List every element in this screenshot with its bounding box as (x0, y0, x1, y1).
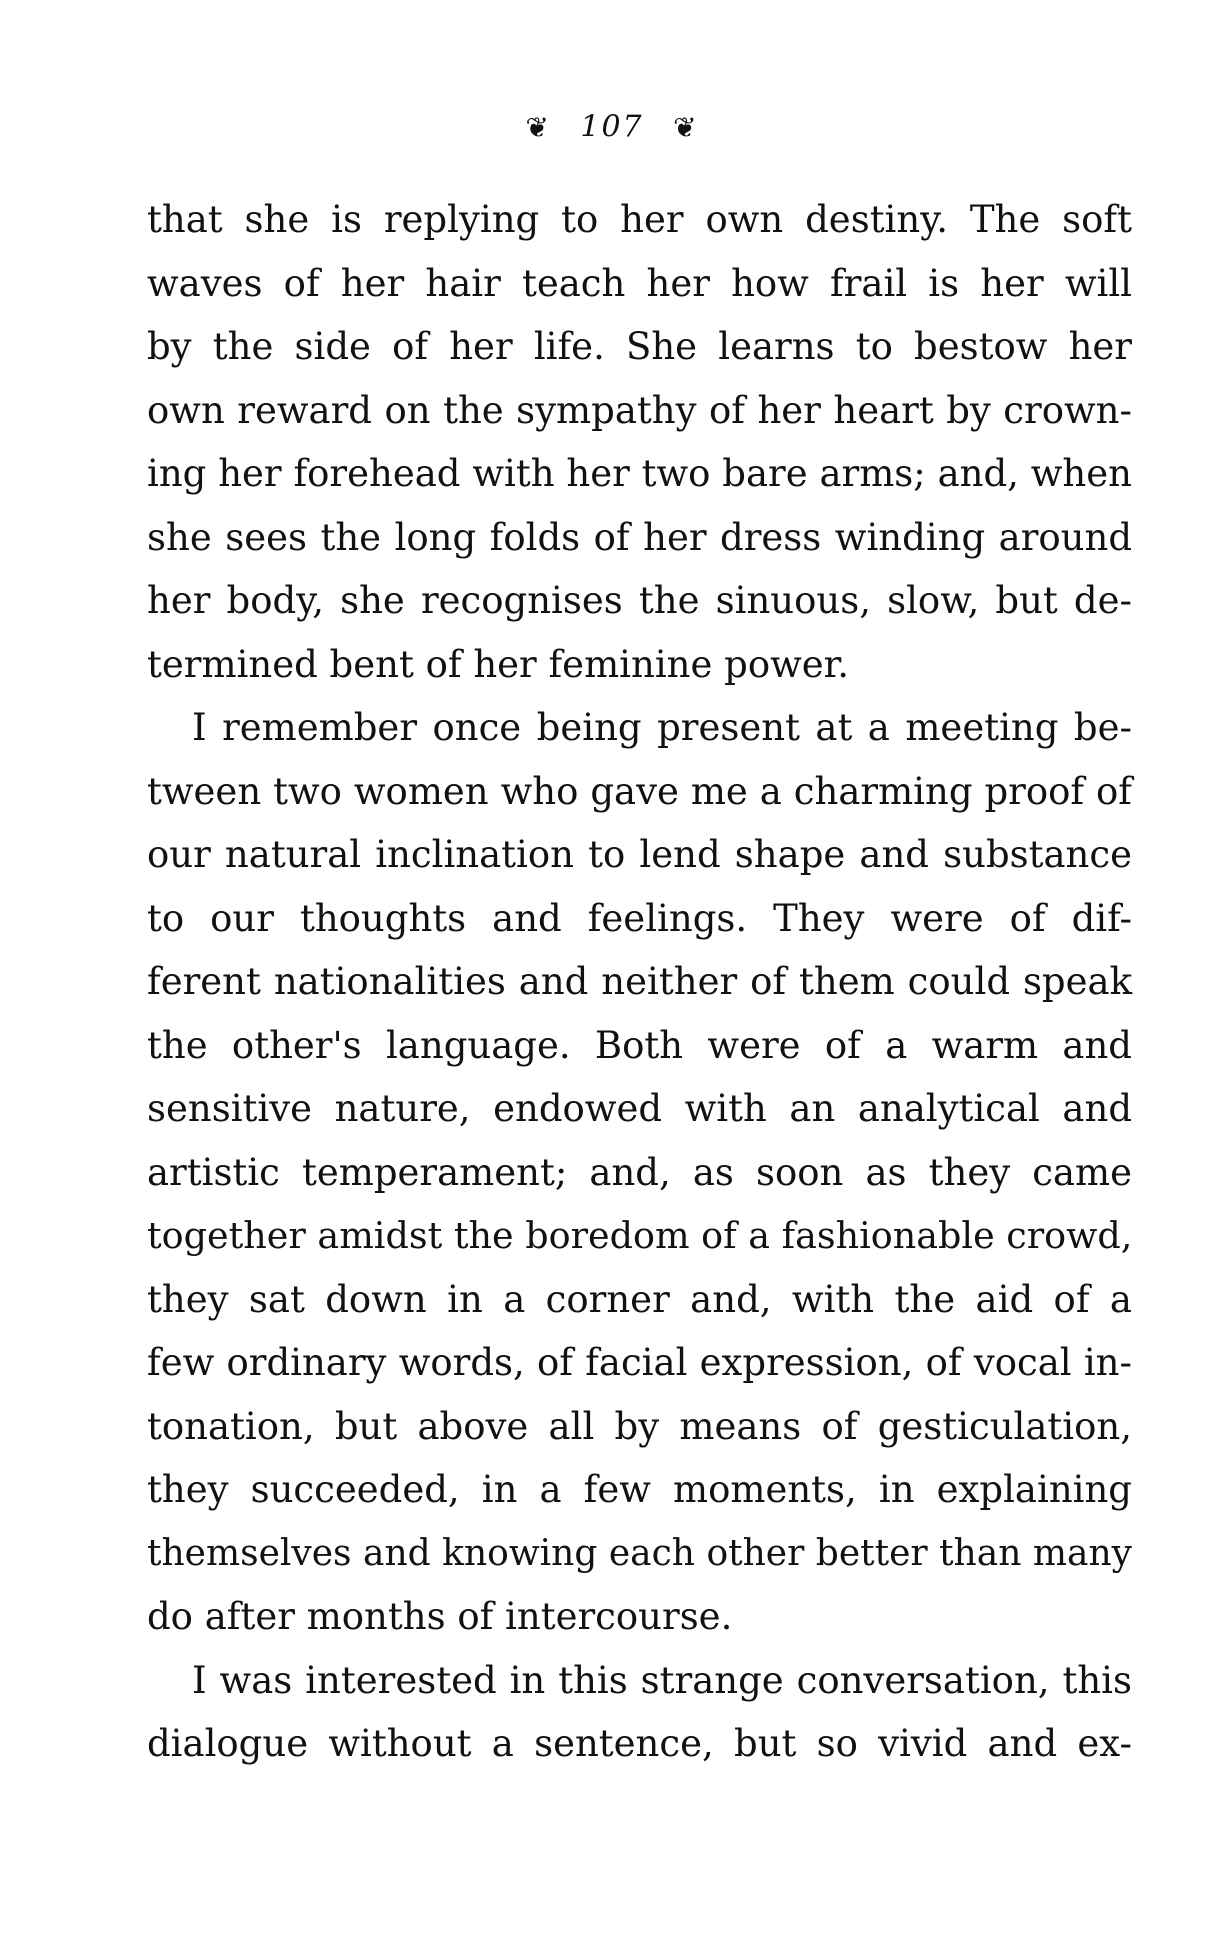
page-number: 107 (580, 109, 644, 145)
text-line: ing her forehead with her two bare arms; and, when (147, 452, 1132, 495)
text-line: to our thoughts and feelings. They were of dif- (147, 896, 1132, 940)
page-header (0, 108, 1224, 145)
text-line: the other's language. Both were of a warm and (147, 1023, 1132, 1067)
text-line: they succeeded, in a few moments, in explaining (147, 1468, 1132, 1511)
text-line: her body, she recognises the sinuous, slow, but de- (147, 579, 1132, 622)
text-line: by the side of her life. She learns to bestow her (147, 325, 1132, 368)
text-line: I remember once being present at a meeting be- (192, 706, 1132, 749)
ornament-right-icon: ❦ (673, 110, 699, 144)
text-line: together amidst the boredom of a fashionable crowd, (147, 1214, 1133, 1257)
paragraph-3 (147, 1649, 1132, 1776)
text-line: sensitive nature, endowed with an analytical and (147, 1087, 1132, 1130)
text-line: our natural inclination to lend shape and substance (147, 833, 1132, 876)
text-line: do after months of intercourse. (147, 1595, 733, 1638)
paragraph-2 (147, 696, 1132, 1649)
text-line: themselves and knowing each other better than many (147, 1532, 1132, 1574)
ornament-left-icon: ❦ (525, 110, 551, 144)
text-line: own reward on the sympathy of her heart by crown- (147, 388, 1132, 432)
text-line: they sat down in a corner and, with the aid of a (147, 1277, 1132, 1321)
text-line: waves of her hair teach her how frail is her will (147, 261, 1132, 305)
text-line: dialogue without a sentence, but so vivid and ex- (147, 1722, 1132, 1765)
text-line: tween two women who gave me a charming proof of (147, 769, 1132, 813)
text-line: artistic temperament; and, as soon as they came (147, 1150, 1132, 1194)
text-line: that she is replying to her own destiny. The soft (147, 198, 1132, 241)
text-line: ferent nationalities and neither of them could speak (147, 960, 1132, 1003)
text-line: tonation, but above all by means of gesticulation, (147, 1404, 1132, 1448)
text-line: few ordinary words, of facial expression, of vocal in- (147, 1341, 1132, 1384)
text-line: termined bent of her feminine power. (147, 642, 850, 686)
body-text (147, 188, 1132, 1776)
text-line: I was interested in this strange conversation, this (192, 1658, 1132, 1702)
text-line: she sees the long folds of her dress winding around (147, 515, 1132, 559)
paragraph-1 (147, 188, 1132, 696)
